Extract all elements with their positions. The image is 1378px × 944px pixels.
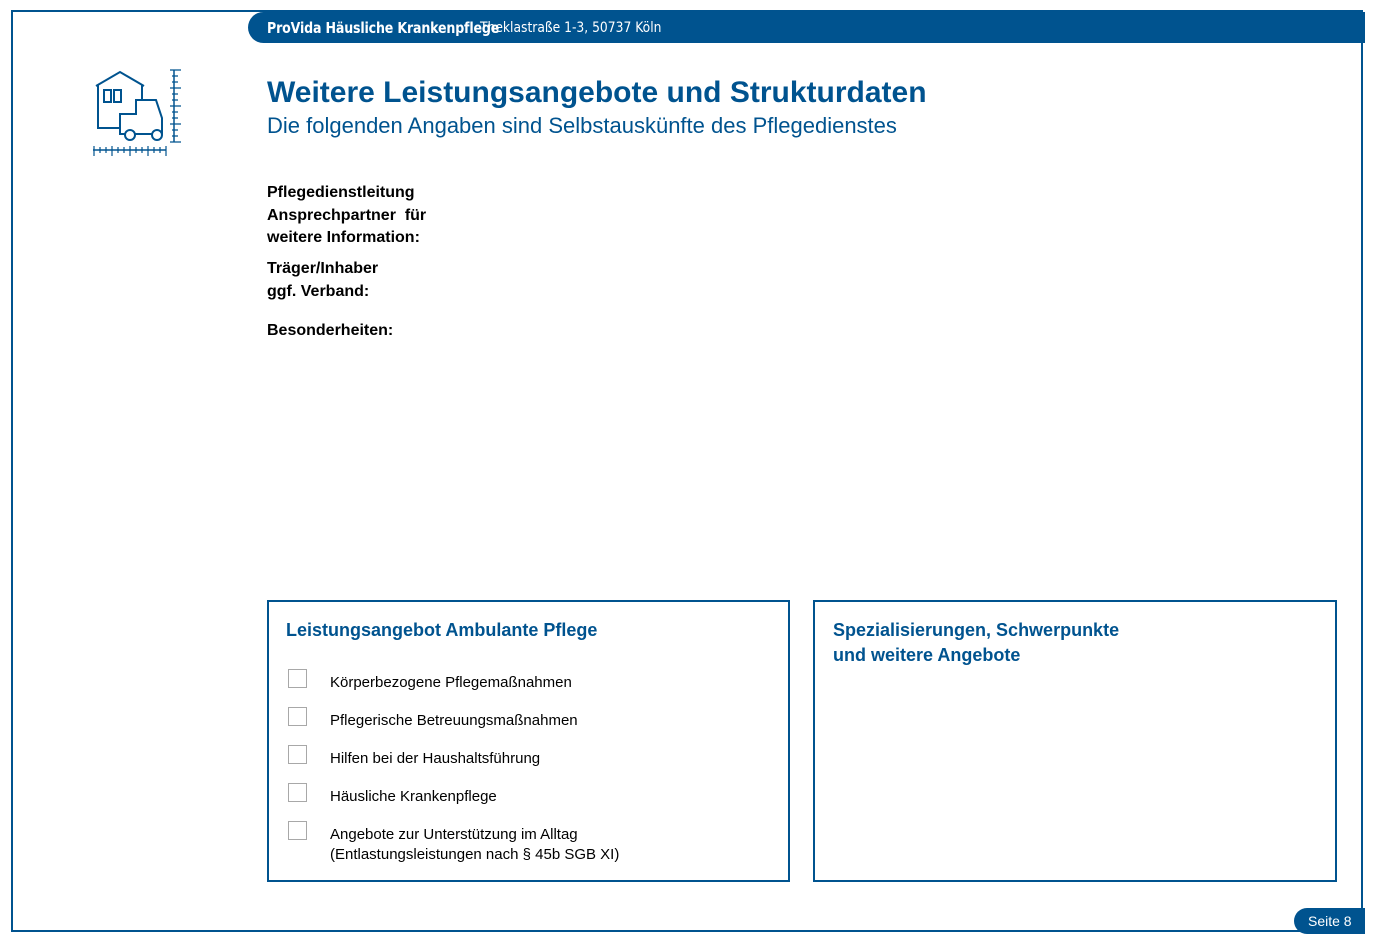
- page-subtitle: Die folgenden Angaben sind Selbstauskünfte des Pflegedienstes: [267, 113, 897, 138]
- checkbox-household[interactable]: [288, 745, 307, 764]
- checkbox-daily-support[interactable]: [288, 821, 307, 840]
- header-bar: [248, 12, 1365, 43]
- page-number-badge: Seite 8: [1294, 908, 1365, 934]
- owner-label-line1: Träger/Inhaber: [267, 260, 379, 277]
- service-label-care-support: Pflegerische Betreuungsmaßnahmen: [330, 712, 578, 729]
- specializations-title-line1: Spezialisierungen, Schwerpunkte: [833, 620, 1120, 640]
- owner-label-line2: ggf. Verband:: [267, 282, 370, 300]
- provider-address: Theklastraße 1-3, 50737 Köln: [480, 19, 662, 36]
- owner-label: [267, 258, 378, 303]
- checkbox-care-support[interactable]: [288, 707, 307, 726]
- services-box-title: Leistungsangebot Ambulante Pflege: [286, 620, 598, 640]
- contact-label-line2: Ansprechpartner für: [267, 206, 427, 224]
- house-with-forklift-icon: [90, 66, 186, 160]
- services-box: [267, 600, 790, 882]
- contact-label: [267, 182, 426, 250]
- service-label-daily-support: [330, 825, 619, 865]
- service-label-daily-support-line1: Angebote zur Unterstützung im Alltag: [330, 826, 578, 843]
- specializations-box-title: [833, 618, 1119, 668]
- checkbox-home-nursing[interactable]: [288, 783, 307, 802]
- service-label-home-nursing: Häusliche Krankenpflege: [330, 788, 497, 805]
- specializations-title-line2: und weitere Angebote: [833, 645, 1021, 665]
- page-title: Weitere Leistungsangebote und Strukturdaten: [267, 76, 927, 109]
- service-label-daily-support-line2: (Entlastungsleistungen nach § 45b SGB XI): [330, 846, 620, 863]
- provider-name: ProVida Häusliche Krankenpflege: [267, 18, 500, 37]
- checkbox-body-care[interactable]: [288, 669, 307, 688]
- service-label-household: Hilfen bei der Haushaltsführung: [330, 750, 541, 767]
- contact-label-line1: Pflegedienstleitung: [267, 184, 415, 201]
- specializations-box: [813, 600, 1337, 882]
- contact-label-line3: weitere Information:: [267, 229, 420, 246]
- service-label-body-care: Körperbezogene Pflegemaßnahmen: [330, 674, 572, 691]
- special-label: Besonderheiten:: [267, 322, 394, 339]
